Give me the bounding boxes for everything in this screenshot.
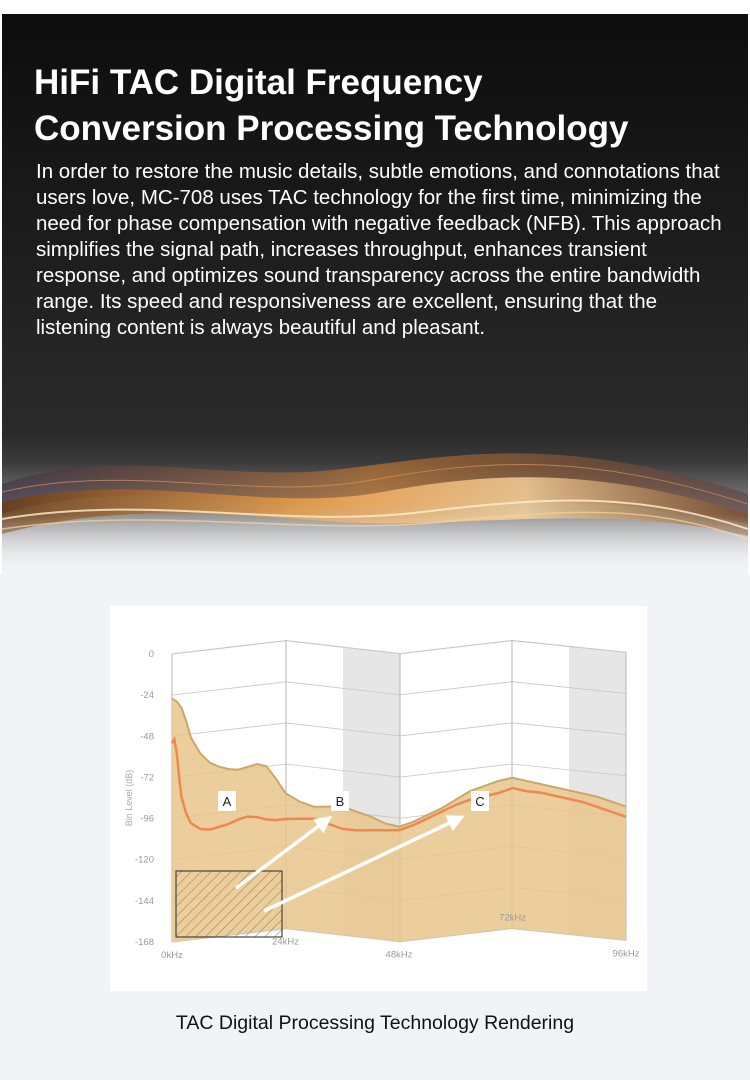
x-tick-label: 24kHz	[272, 936, 299, 948]
y-tick-label: -48	[140, 731, 154, 743]
x-tick-label: 96kHz	[612, 948, 640, 960]
y-tick-label: -72	[140, 772, 154, 784]
y-tick-label: -96	[140, 813, 154, 825]
annotation-label: C	[475, 794, 485, 809]
x-tick-label: 48kHz	[385, 949, 413, 961]
y-tick-label: -24	[140, 690, 154, 702]
y-tick-label: -168	[134, 937, 154, 948]
y-tick-label: -144	[134, 895, 154, 907]
intro-paragraph: In order to restore the music details, subtle emotions, and connotations that users love, MC-708 uses TAC technology for the first time, minimizing the need for phase compensation with negative feedback (NFB). This approach simplifies the signal path, increases throughput, enhances transient response, and optimizes sound transparency across the entire bandwidth range. Its speed and responsiveness are excellent, ensuring that the listening content is always beautiful and pleasant.	[36, 160, 722, 339]
low-frequency-region-box	[176, 871, 282, 937]
y-tick-label: -120	[134, 854, 154, 866]
chart-caption: TAC Digital Processing Technology Rendering	[175, 1012, 575, 1034]
annotation-label: A	[222, 794, 232, 809]
y-axis-title: Bin Level (dB)	[124, 769, 134, 827]
y-tick-label: 0	[148, 649, 154, 660]
x-tick-label: 0kHz	[161, 950, 183, 961]
frequency-chart	[110, 606, 647, 991]
hero-banner	[2, 14, 748, 574]
chart-panel	[110, 606, 647, 991]
page-title: HiFi TAC Digital Frequency Conversion Processing Technology	[34, 63, 629, 148]
annotation-label: B	[335, 794, 345, 809]
x-tick-label: 72kHz	[499, 912, 526, 924]
